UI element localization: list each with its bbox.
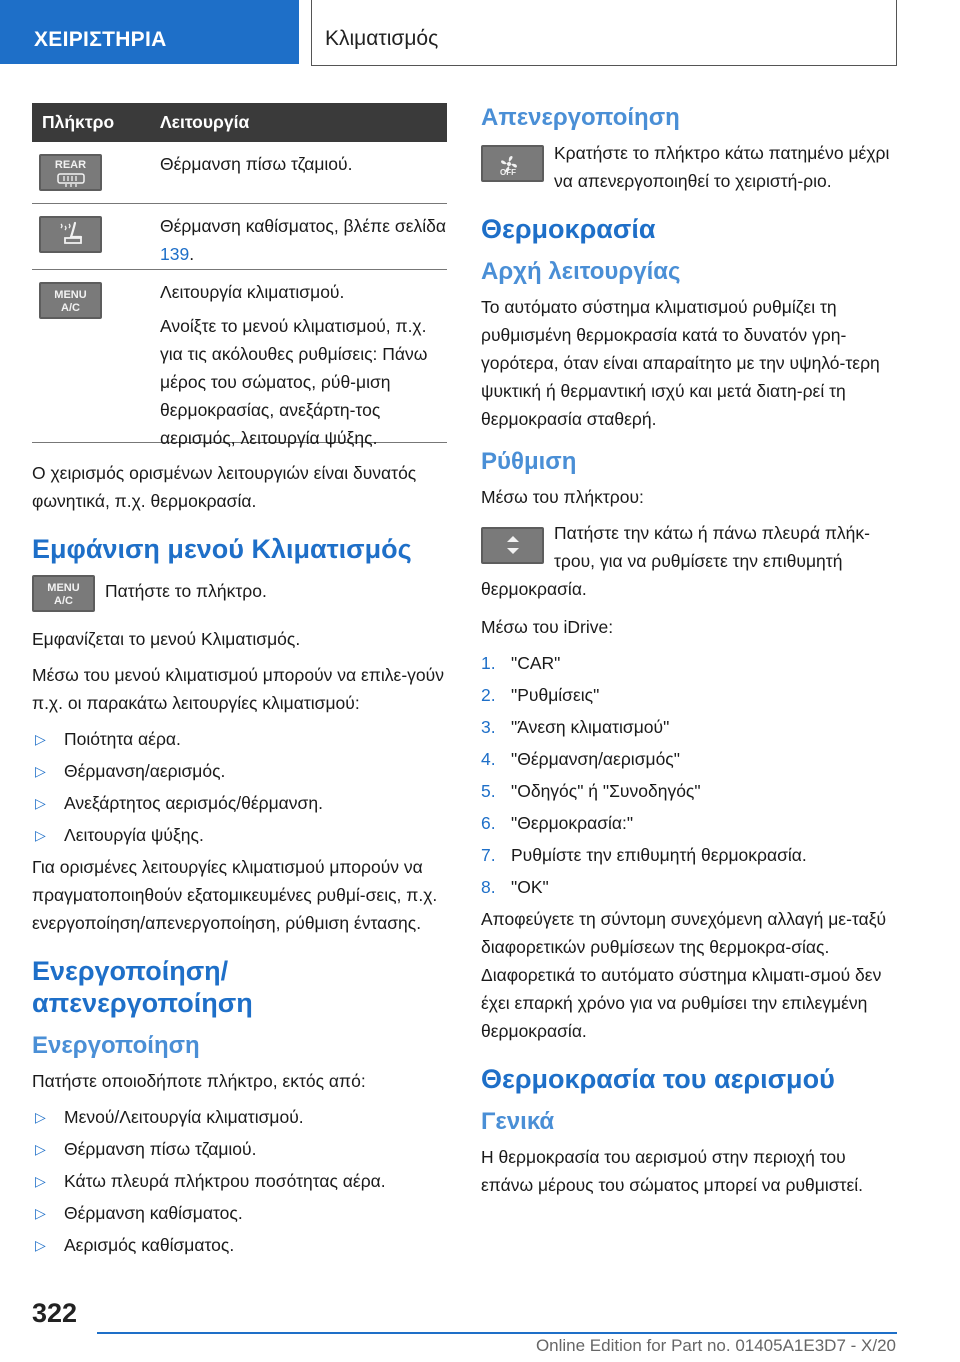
list-item: [32, 1103, 447, 1131]
page-number: 322: [32, 1298, 78, 1328]
list-item: [32, 757, 447, 785]
ac-function-text: Λειτουργία κλιματισμού.: [160, 282, 345, 302]
temp-key-text: Πατήστε την κάτω ή πάνω πλευρά πλήκ-τρου, για να ρυθμίσετε την επιθυμητή θερμοκρασία.: [481, 523, 870, 599]
step-number: 2.: [481, 685, 496, 705]
list-item-text: Θέρμανση/αερισμός.: [64, 761, 226, 781]
step-number: 6.: [481, 813, 496, 833]
footer-divider: [97, 1332, 897, 1334]
rear-heat-text: Θέρμανση πίσω τζαμιού.: [160, 154, 353, 174]
temperature-heading: Θερμοκρασία: [481, 214, 656, 244]
menu-ac-key-inline: [32, 575, 95, 612]
seat-heating-icon: [51, 220, 91, 250]
menu-heading: Εμφάνιση μενού Κλιματισμός: [32, 534, 412, 564]
triangle-bullet-icon: ▷: [35, 1141, 46, 1157]
step-text: "Ρυθμίσεις": [511, 685, 600, 705]
press-key-text: Πατήστε το πλήκτρο.: [105, 581, 267, 601]
list-item: [32, 725, 447, 753]
setting-heading: Ρύθμιση: [481, 448, 577, 475]
list-item-text: Αερισμός καθίσματος.: [64, 1235, 235, 1255]
step-number: 1.: [481, 653, 496, 673]
triangle-bullet-icon: ▷: [35, 795, 46, 811]
list-item: [481, 841, 899, 869]
general-heading: Γενικά: [481, 1108, 555, 1135]
table-header-key: Πλήκτρο: [42, 112, 115, 132]
via-idrive-text: Μέσω του iDrive:: [481, 617, 614, 637]
seat-heat-text: [160, 212, 447, 268]
custom-settings-text: Για ορισμένες λειτουργίες κλιματισμού μπορούν να πραγματοποιηθούν εξατομικευμένες ρυθμί-σεις, π.χ. ενεργοποίηση/απενεργοποίηση, ρύθμιση έντασης.: [32, 857, 438, 933]
section-title: ΧΕΙΡΙΣΤΗΡΙΑ: [34, 28, 167, 51]
list-item-text: Μενού/Λειτουργία κλιματισμού.: [64, 1107, 304, 1127]
vent-temperature-heading: Θερμοκρασία του αερισμού: [481, 1064, 835, 1094]
triangle-bullet-icon: ▷: [35, 1109, 46, 1125]
triangle-bullet-icon: ▷: [35, 1237, 46, 1253]
step-number: 3.: [481, 717, 496, 737]
triangle-bullet-icon: ▷: [35, 763, 46, 779]
principle-text: Το αυτόματο σύστημα κλιματισμού ρυθμίζει τη ρυθμισμένη θερμοκρασία κατά το δυνατόν γρη-γορότερα, όταν είναι απαραίτητο με την υψηλό-τερη ψυκτική ή θερμαντική ισχύ και μετά διατη-ρεί τη θερμοκρασία σταθερή.: [481, 297, 880, 429]
seat-heat-text-a: Θέρμανση καθίσματος, βλέπε σελίδα: [160, 216, 446, 236]
table-row: [32, 270, 447, 448]
key-function-table: [32, 103, 447, 448]
idrive-steps: [481, 649, 899, 901]
list-item: [481, 649, 899, 677]
on-text: Πατήστε οποιοδήποτε πλήκτρο, εκτός από:: [32, 1071, 366, 1091]
step-text: "Θέρμανση/αερισμός": [511, 749, 680, 769]
list-item: [481, 809, 899, 837]
list-item-text: Θέρμανση καθίσματος.: [64, 1203, 243, 1223]
up-down-arrow-icon: [503, 532, 523, 558]
page-link[interactable]: 139: [160, 244, 190, 264]
left-column: [32, 103, 447, 1263]
onoff-heading: Ενεργοποίηση/απενεργοποίηση: [32, 956, 253, 1018]
list-item-text: Κάτω πλευρά πλήκτρου ποσότητας αέρα.: [64, 1171, 386, 1191]
avoid-text: Αποφεύγετε τη σύντομη συνεχόμενη αλλαγή με-ταξύ διαφορετικών ρυθμίσεων της θερμοκρα-σίας. Διαφορετικά το αυτόματο σύστημα κλιματι-σμού δεν έχει επαρκή χρόνο για να ρυθμίσει την επιλεγμένη θερμοκρασία.: [481, 909, 887, 1041]
list-item-text: Θέρμανση πίσω τζαμιού.: [64, 1139, 257, 1159]
off-text: Κρατήστε το πλήκτρο κάτω πατημένο μέχρι να απενεργοποιηθεί το χειριστή-ριο.: [554, 143, 890, 191]
off-paragraph: [481, 139, 899, 195]
list-item: [481, 777, 899, 805]
menu-key-inline-line2: A/C: [54, 595, 73, 607]
list-item: [481, 681, 899, 709]
menu-key-line2: A/C: [61, 302, 80, 314]
right-column: [481, 103, 899, 1207]
step-text: Ρυθμίστε την επιθυμητή θερμοκρασία.: [511, 845, 807, 865]
chapter-header: [311, 0, 897, 66]
menu-select-text: Μέσω του μενού κλιματισμού μπορούν να επιλε-γούν π.χ. οι παρακάτω λειτουργίες κλιματισμού:: [32, 665, 444, 713]
list-item: [32, 1167, 447, 1195]
menu-ac-key: [39, 282, 102, 319]
list-item: [481, 873, 899, 901]
table-header: [32, 103, 447, 142]
step-number: 5.: [481, 781, 496, 801]
list-item-text: Ανεξάρτητος αερισμός/θέρμανση.: [64, 793, 323, 813]
step-number: 4.: [481, 749, 496, 769]
list-item: [32, 789, 447, 817]
edition-text: Online Edition for Part no. 01405A1E3D7 - X/20: [535, 1336, 896, 1355]
triangle-bullet-icon: ▷: [35, 1205, 46, 1221]
table-row: [32, 142, 447, 204]
table-row: [32, 204, 447, 270]
section-tab: [0, 0, 299, 64]
off-heading: Απενεργοποίηση: [481, 104, 680, 131]
list-item-text: Ποιότητα αέρα.: [64, 729, 181, 749]
principle-heading: Αρχή λειτουργίας: [481, 258, 681, 285]
on-heading: Ενεργοποίηση: [32, 1032, 200, 1059]
table-header-function: Λειτουργία: [160, 112, 250, 132]
list-item: [32, 1199, 447, 1227]
temp-key-paragraph: [481, 519, 899, 603]
rear-defrost-icon: [56, 173, 86, 187]
press-key-paragraph: [32, 577, 447, 617]
fan-off-key: [481, 145, 544, 182]
triangle-bullet-icon: ▷: [35, 1173, 46, 1189]
temp-up-down-key: [481, 527, 544, 564]
rear-key-label: REAR: [54, 159, 87, 171]
list-item: [32, 1135, 447, 1163]
menu-key-line1: MENU: [54, 289, 87, 301]
seat-heat-text-b: .: [189, 244, 195, 264]
general-text: Η θερμοκρασία του αερισμού στην περιοχή του επάνω μέρους του σώματος μπορεί να ρυθμιστεί.: [481, 1147, 864, 1195]
step-text: "Οδηγός" ή "Συνοδηγός": [511, 781, 701, 801]
function-list: [32, 725, 447, 849]
triangle-bullet-icon: ▷: [35, 731, 46, 747]
chapter-title: Κλιματισμός: [325, 27, 439, 50]
step-number: 7.: [481, 845, 496, 865]
step-text: "CAR": [511, 653, 561, 673]
list-item: [481, 713, 899, 741]
via-key-text: Μέσω του πλήκτρου:: [481, 487, 644, 507]
seat-heat-key: [39, 216, 102, 253]
voice-control-text: Ο χειρισμός ορισμένων λειτουργιών είναι δυνατός φωνητικά, π.χ. θερμοκρασία.: [32, 463, 417, 511]
step-text: "OK": [511, 877, 549, 897]
menu-shown-text: Εμφανίζεται το μενού Κλιματισμός.: [32, 629, 301, 649]
off-key-label: OFF: [500, 168, 516, 177]
triangle-bullet-icon: ▷: [35, 827, 46, 843]
list-item: [32, 821, 447, 849]
step-text: "Άνεση κλιματισμού": [511, 717, 670, 737]
list-item-text: Λειτουργία ψύξης.: [64, 825, 204, 845]
menu-key-inline-line1: MENU: [47, 582, 80, 594]
rear-window-heat-key: [39, 154, 102, 191]
exception-list: [32, 1103, 447, 1259]
step-text: "Θερμοκρασία:": [511, 813, 634, 833]
step-number: 8.: [481, 877, 496, 897]
list-item: [481, 745, 899, 773]
list-item: [32, 1231, 447, 1259]
ac-menu-text: Ανοίξτε το μενού κλιματισμού, π.χ. για τις ακόλουθες ρυθμίσεις: Πάνω μέρος του σώματος, ρύθ-μιση θερμοκρασίας, ανεξάρτη-τος αερισμός, λειτουργία ψύξης.: [160, 316, 428, 448]
